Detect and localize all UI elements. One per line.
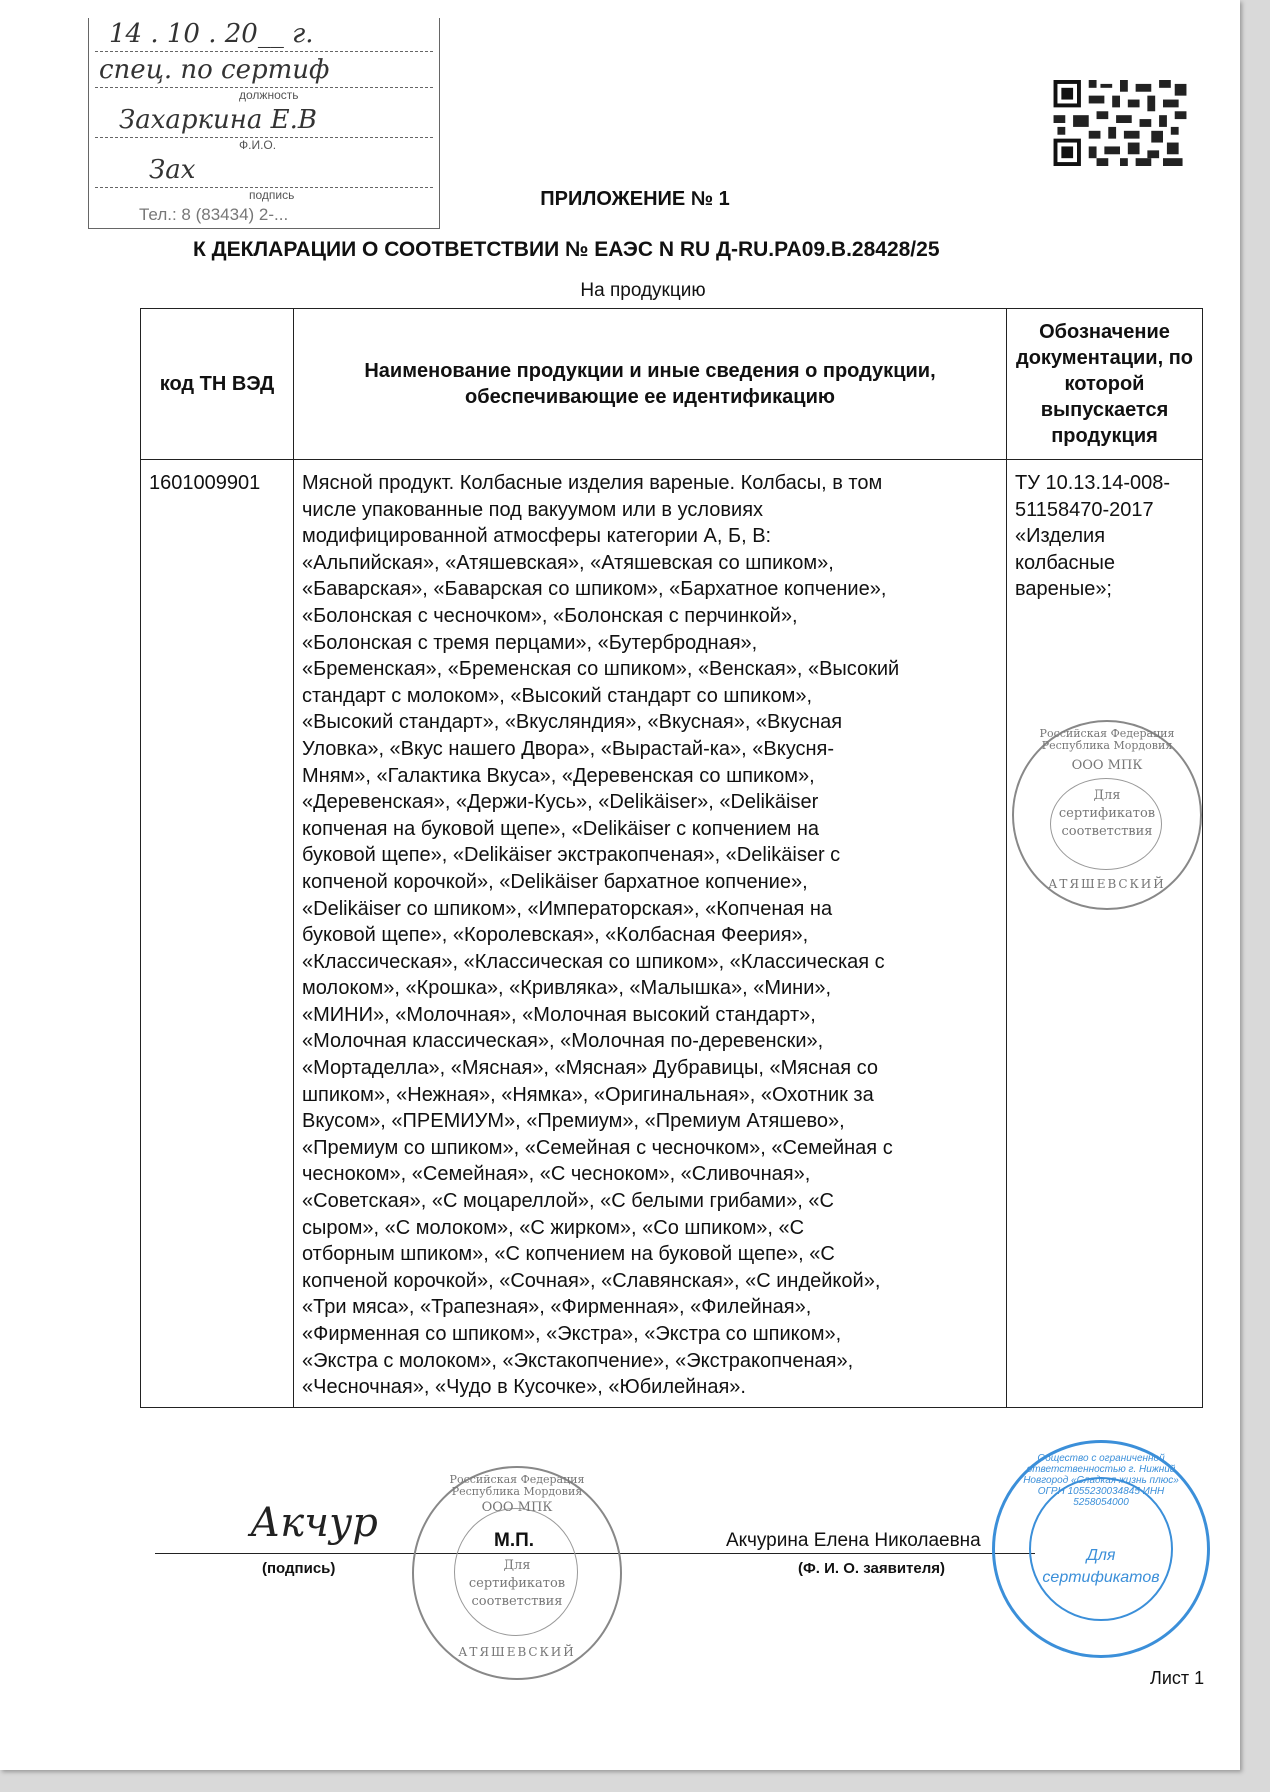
description-line: «Бременская», «Бременская со шпиком», «Венская», «Высокий (302, 658, 900, 681)
document-line: ТУ 10.13.14-008- (1015, 472, 1171, 494)
stamp-position-label: должность (239, 88, 299, 102)
description-line: Мням», «Галактика Вкуса», «Деревенская со шпиком», (302, 764, 815, 787)
stamp-name: Захаркина Е.В (119, 105, 318, 135)
seal-outer-text: Российская Федерация Республика Мордовия (449, 1473, 585, 1498)
description-line: «Деревенская», «Держи-Кусь», «Delikäiser», «Delikäiser (302, 791, 819, 814)
description-line: «Премиум со шпиком», «Семейная с чесночком», «Семейная с (302, 1136, 893, 1159)
description-line: буковой щепе», «Delikäiser экстракопченая», «Delikäiser с (302, 844, 841, 867)
description-line: «Высокий стандарт», «Вкусляндия», «Вкусная», «Вкусная (302, 711, 843, 734)
seal-city: АТЯШЕВСКИЙ (458, 1645, 576, 1659)
document-line: 51158470-2017 (1015, 498, 1154, 521)
stamp-position: спец. по сертиф (99, 55, 330, 85)
seal-text-line: сертификатов (468, 1576, 566, 1591)
stamp-signature: Зах (149, 155, 196, 185)
description-line: модифицированной атмосферы категории А, Б, В: (302, 525, 772, 548)
description-line: сыром», «С молоком», «С жирком», «Со шпиком», «С (302, 1216, 805, 1239)
description-line: «Delikäiser со шпиком», «Императорская», «Копченая на (302, 897, 833, 920)
blue-stamp-outer-text: Общество с ограниченной ответственностью г. Нижний Новгород «Сладкая жизнь плюс» ОГРН 1055230034845 ИНН 5258054000 (1023, 1453, 1179, 1508)
product-label: На продукцию (580, 280, 706, 301)
description-line: копченая на буковой щепе», «Delikäiser с копчением на (302, 817, 819, 840)
description-line: шпиком», «Нежная», «Нямка», «Оригинальная», «Охотник за (302, 1083, 874, 1106)
description-line: «Молочная классическая», «Молочная по-деревенски», (302, 1030, 824, 1053)
appendix-title: ПРИЛОЖЕНИЕ № 1 (540, 188, 730, 210)
seal-text-line: Для (503, 1558, 531, 1573)
description-line: «Советская», «С моцареллой», «С белыми грибами», «С (302, 1190, 834, 1213)
description-line: «Экстра с молоком», «Экстакопчение», «Экстракопченая», (302, 1349, 854, 1372)
applicant-caption: (Ф. И. О. заявителя) (798, 1560, 946, 1577)
seal-text-line: сертификатов (1058, 806, 1156, 821)
description-line: «Болонская с тремя перцами», «Бутербродная», (302, 631, 758, 654)
table-row (141, 460, 1203, 1408)
round-seal-stamp-bottom (412, 1466, 622, 1680)
seal-text-line: Для (1093, 788, 1121, 803)
blue-stamp-text-line: Для (1086, 1547, 1116, 1564)
declaration-number: К ДЕКЛАРАЦИИ О СООТВЕТСТВИИ № ЕАЭС N RU Д-RU.PA09.B.28428/25 (193, 238, 940, 261)
description-line: Мясной продукт. Колбасные изделия вареные. Колбасы, в том (302, 472, 883, 494)
blue-stamp-text-line: сертификатов (1042, 1569, 1160, 1586)
cell-code: 1601009901 (141, 460, 294, 1408)
description-line: копченой корочкой», «Delikäiser бархатное копчение», (302, 870, 808, 893)
seal-outer-text: Российская Федерация Республика Мордовия (1039, 727, 1175, 752)
description-line: «Классическая», «Классическая со шпиком», «Классическая с (302, 950, 885, 973)
stamp-phone: Тел.: 8 (83434) 2-... (139, 205, 289, 224)
description-line: буковой щепе», «Королевская», «Колбасная Феерия», (302, 924, 809, 947)
round-seal-stamp (1012, 720, 1202, 910)
sheet-number: Лист 1 (1150, 1668, 1205, 1688)
seal-org: ООО МПК (1071, 758, 1143, 773)
qr-code-icon (1052, 80, 1188, 166)
stamp-date: 14 . 10 . 20__ г. (109, 19, 314, 49)
description-line: отборным шпиком», «С копчением на буковой щепе», «С (302, 1243, 835, 1266)
seal-text-line: соответствия (1061, 824, 1153, 839)
description-line: копченой корочкой», «Сочная», «Славянская», «С индейкой», (302, 1269, 881, 1292)
cell-document (1007, 460, 1203, 1408)
signature-caption: (подпись) (262, 1560, 336, 1577)
description-line: стандарт с молоком», «Высокий стандарт со шпиком», (302, 684, 812, 707)
blue-company-stamp (992, 1440, 1210, 1658)
description-line: «Баварская», «Баварская со шпиком», «Бархатное копчение», (302, 578, 887, 601)
document-line: вареные»; (1015, 578, 1112, 601)
description-line: «Три мяса», «Трапезная», «Фирменная», «Филейная», (302, 1296, 812, 1319)
column-header-document: Обозначение документации, по которой выпускается продукция (1007, 309, 1203, 460)
cell-description (294, 460, 1007, 1408)
document-line: колбасные (1015, 551, 1115, 574)
description-line: «Фирменная со шпиком», «Экстра», «Экстра со шпиком», (302, 1323, 842, 1345)
description-line: молоком», «Крошка», «Кривляка», «Малышка», «Мини», (302, 977, 832, 1000)
description-line: «Альпийская», «Атяшевская», «Атяшевская со шпиком», (302, 551, 834, 574)
column-header-name: Наименование продукции и иные сведения о продукции, обеспечивающие ее идентификацию (294, 309, 1007, 460)
description-line: «Чесночная», «Чудо в Кусочке», «Юбилейная». (302, 1376, 746, 1399)
applicant-name: Акчурина Елена Николаевна (726, 1530, 981, 1551)
description-line: чесноком», «Семейная», «С чесноком», «Сливочная», (302, 1163, 811, 1186)
seal-text-line: соответствия (471, 1594, 563, 1609)
table-header-row (141, 309, 1203, 460)
description-line: Уловка», «Вкус нашего Двора», «Вырастай-ка», «Вкусня- (302, 737, 835, 760)
description-line: числе упакованные под вакуумом или в условиях (302, 498, 764, 521)
seal-placeholder-label: М.П. (494, 1530, 535, 1551)
description-line: «Мортаделла», «Мясная», «Мясная» Дубравицы, «Мясная со (302, 1057, 879, 1080)
stamp-signature-label: подпись (249, 188, 295, 202)
stamp-name-label: Ф.И.О. (239, 138, 277, 152)
description-line: Вкусом», «ПРЕМИУМ», «Премиум», «Премиум Атяшево», (302, 1110, 845, 1133)
document-line: «Изделия (1015, 525, 1106, 548)
column-header-code: код ТН ВЭД (141, 309, 294, 460)
description-line: «Болонская с чесночком», «Болонская с перчинкой», (302, 604, 798, 627)
description-line: «МИНИ», «Молочная», «Молочная высокий стандарт», (302, 1003, 816, 1026)
seal-org: ООО МПК (481, 1500, 553, 1515)
seal-city: АТЯШЕВСКИЙ (1048, 877, 1166, 891)
applicant-signature: Акчур (250, 1500, 378, 1546)
